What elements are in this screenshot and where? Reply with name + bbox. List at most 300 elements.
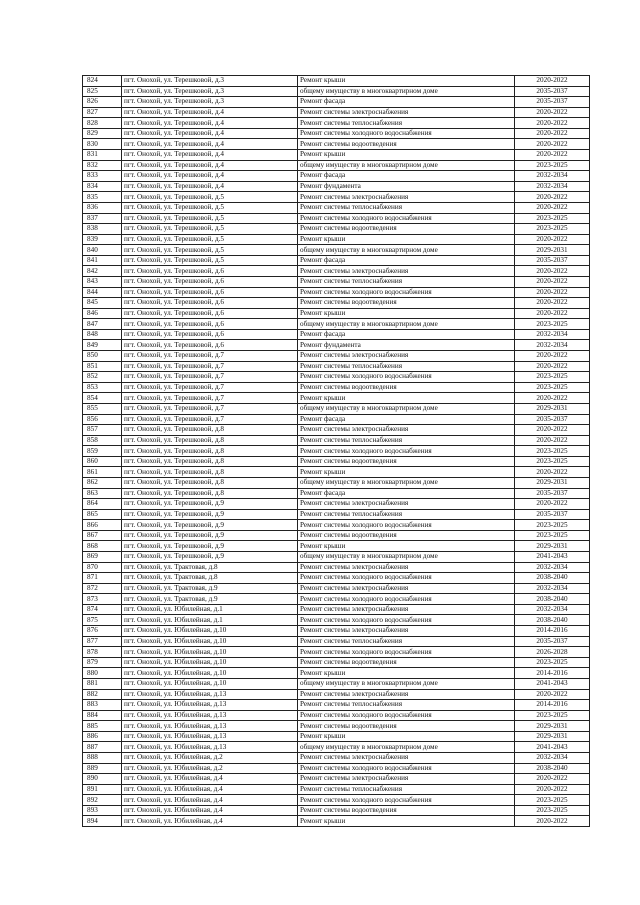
address-cell: пгт. Онохой, ул. Терешковой, д.7 (122, 403, 298, 414)
period-cell: 2014-2016 (515, 626, 590, 637)
work-type-cell: Ремонт системы теплоснабжения (298, 636, 515, 647)
row-number: 884 (83, 710, 122, 721)
address-cell: пгт. Онохой, ул. Терешковой, д.8 (122, 488, 298, 499)
table-row (83, 763, 590, 774)
row-number: 842 (83, 266, 122, 277)
address-cell: пгт. Онохой, ул. Терешковой, д.4 (122, 181, 298, 192)
period-cell: 2023-2025 (515, 657, 590, 668)
table-row (83, 224, 590, 235)
work-type-cell: Ремонт системы холодного водоснабжения (298, 710, 515, 721)
work-type-cell: Ремонт системы холодного водоснабжения (298, 520, 515, 531)
address-cell: пгт. Онохой, ул. Терешковой, д.6 (122, 329, 298, 340)
period-cell: 2020-2022 (515, 128, 590, 139)
address-cell: пгт. Онохой, ул. Юбилейная, д.2 (122, 753, 298, 764)
work-type-cell: Ремонт фундамента (298, 340, 515, 351)
table-row (83, 467, 590, 478)
period-cell: 2020-2022 (515, 276, 590, 287)
period-cell: 2020-2022 (515, 816, 590, 827)
row-number: 860 (83, 456, 122, 467)
table-row (83, 181, 590, 192)
table-row (83, 795, 590, 806)
row-number: 893 (83, 805, 122, 816)
work-type-cell: Ремонт системы холодного водоснабжения (298, 372, 515, 383)
row-number: 886 (83, 731, 122, 742)
table-row (83, 562, 590, 573)
table-row (83, 647, 590, 658)
address-cell: пгт. Онохой, ул. Юбилейная, д.4 (122, 795, 298, 806)
table-row (83, 139, 590, 150)
table-row (83, 435, 590, 446)
address-cell: пгт. Онохой, ул. Терешковой, д.4 (122, 171, 298, 182)
address-cell: пгт. Онохой, ул. Терешковой, д.3 (122, 76, 298, 87)
work-type-cell: общему имуществу в многоквартирном доме (298, 742, 515, 753)
work-type-cell: Ремонт системы теплоснабжения (298, 361, 515, 372)
address-cell: пгт. Онохой, ул. Терешковой, д.5 (122, 245, 298, 256)
period-cell: 2020-2022 (515, 784, 590, 795)
period-cell: 2029-2031 (515, 245, 590, 256)
table-row (83, 76, 590, 87)
work-type-cell: общему имуществу в многоквартирном доме (298, 477, 515, 488)
period-cell: 2020-2022 (515, 298, 590, 309)
work-type-cell: Ремонт системы электроснабжения (298, 626, 515, 637)
address-cell: пгт. Онохой, ул. Юбилейная, д.10 (122, 678, 298, 689)
work-type-cell: Ремонт системы холодного водоснабжения (298, 446, 515, 457)
table-row (83, 255, 590, 266)
row-number: 833 (83, 171, 122, 182)
period-cell: 2041-2043 (515, 678, 590, 689)
table-row (83, 700, 590, 711)
period-cell: 2020-2022 (515, 774, 590, 785)
address-cell: пгт. Онохой, ул. Терешковой, д.7 (122, 351, 298, 362)
row-number: 887 (83, 742, 122, 753)
row-number: 862 (83, 477, 122, 488)
address-cell: пгт. Онохой, ул. Юбилейная, д.13 (122, 721, 298, 732)
period-cell: 2026-2028 (515, 647, 590, 658)
work-type-cell: Ремонт системы электроснабжения (298, 425, 515, 436)
document-page (82, 75, 567, 827)
work-type-cell: Ремонт системы холодного водоснабжения (298, 647, 515, 658)
table-row (83, 594, 590, 605)
period-cell: 2035-2037 (515, 255, 590, 266)
work-type-cell: общему имуществу в многоквартирном доме (298, 552, 515, 563)
period-cell: 2023-2025 (515, 319, 590, 330)
row-number: 891 (83, 784, 122, 795)
table-row (83, 351, 590, 362)
work-type-cell: Ремонт системы водоотведения (298, 721, 515, 732)
row-number: 832 (83, 160, 122, 171)
work-type-cell: Ремонт системы водоотведения (298, 298, 515, 309)
row-number: 845 (83, 298, 122, 309)
period-cell: 2035-2037 (515, 488, 590, 499)
address-cell: пгт. Онохой, ул. Терешковой, д.8 (122, 435, 298, 446)
table-row (83, 657, 590, 668)
address-cell: пгт. Онохой, ул. Терешковой, д.8 (122, 425, 298, 436)
row-number: 843 (83, 276, 122, 287)
row-number: 858 (83, 435, 122, 446)
row-number: 882 (83, 689, 122, 700)
period-cell: 2014-2016 (515, 700, 590, 711)
address-cell: пгт. Онохой, ул. Терешковой, д.3 (122, 97, 298, 108)
work-type-cell: общему имуществу в многоквартирном доме (298, 678, 515, 689)
address-cell: пгт. Онохой, ул. Терешковой, д.9 (122, 499, 298, 510)
period-cell: 2020-2022 (515, 150, 590, 161)
address-cell: пгт. Онохой, ул. Терешковой, д.8 (122, 446, 298, 457)
table-row (83, 86, 590, 97)
table-body (83, 76, 590, 827)
table-row (83, 805, 590, 816)
row-number: 841 (83, 255, 122, 266)
table-row (83, 287, 590, 298)
row-number: 839 (83, 234, 122, 245)
work-type-cell: Ремонт фасада (298, 255, 515, 266)
period-cell: 2020-2022 (515, 266, 590, 277)
row-number: 881 (83, 678, 122, 689)
table-row (83, 552, 590, 563)
period-cell: 2032-2034 (515, 181, 590, 192)
period-cell: 2029-2031 (515, 477, 590, 488)
address-cell: пгт. Онохой, ул. Юбилейная, д.13 (122, 742, 298, 753)
work-type-cell: Ремонт системы электроснабжения (298, 753, 515, 764)
work-type-cell: Ремонт системы теплоснабжения (298, 784, 515, 795)
period-cell: 2020-2022 (515, 234, 590, 245)
table-row (83, 372, 590, 383)
period-cell: 2020-2022 (515, 361, 590, 372)
address-cell: пгт. Онохой, ул. Терешковой, д.5 (122, 224, 298, 235)
address-cell: пгт. Онохой, ул. Терешковой, д.9 (122, 509, 298, 520)
address-cell: пгт. Онохой, ул. Терешковой, д.4 (122, 160, 298, 171)
address-cell: пгт. Онохой, ул. Терешковой, д.6 (122, 287, 298, 298)
address-cell: пгт. Онохой, ул. Юбилейная, д.10 (122, 668, 298, 679)
period-cell: 2020-2022 (515, 202, 590, 213)
row-number: 826 (83, 97, 122, 108)
address-cell: пгт. Онохой, ул. Терешковой, д.4 (122, 150, 298, 161)
work-type-cell: Ремонт крыши (298, 234, 515, 245)
address-cell: пгт. Онохой, ул. Трактовая, д.9 (122, 583, 298, 594)
row-number: 824 (83, 76, 122, 87)
table-row (83, 403, 590, 414)
row-number: 847 (83, 319, 122, 330)
work-type-cell: Ремонт системы водоотведения (298, 224, 515, 235)
row-number: 865 (83, 509, 122, 520)
address-cell: пгт. Онохой, ул. Терешковой, д.4 (122, 118, 298, 129)
row-number: 857 (83, 425, 122, 436)
work-type-cell: Ремонт системы холодного водоснабжения (298, 573, 515, 584)
address-cell: пгт. Онохой, ул. Юбилейная, д.1 (122, 615, 298, 626)
row-number: 855 (83, 403, 122, 414)
row-number: 877 (83, 636, 122, 647)
work-type-cell: Ремонт фасада (298, 414, 515, 425)
period-cell: 2038-2040 (515, 615, 590, 626)
work-type-cell: Ремонт системы холодного водоснабжения (298, 128, 515, 139)
row-number: 837 (83, 213, 122, 224)
row-number: 878 (83, 647, 122, 658)
row-number: 871 (83, 573, 122, 584)
row-number: 825 (83, 86, 122, 97)
work-type-cell: Ремонт системы электроснабжения (298, 192, 515, 203)
table-row (83, 150, 590, 161)
work-type-cell: Ремонт системы теплоснабжения (298, 202, 515, 213)
work-type-cell: Ремонт системы водоотведения (298, 805, 515, 816)
table-row (83, 678, 590, 689)
address-cell: пгт. Онохой, ул. Терешковой, д.8 (122, 456, 298, 467)
work-type-cell: Ремонт крыши (298, 541, 515, 552)
period-cell: 2035-2037 (515, 414, 590, 425)
table-row (83, 488, 590, 499)
address-cell: пгт. Онохой, ул. Терешковой, д.9 (122, 552, 298, 563)
work-type-cell: общему имуществу в многоквартирном доме (298, 403, 515, 414)
table-row (83, 753, 590, 764)
address-cell: пгт. Онохой, ул. Терешковой, д.9 (122, 530, 298, 541)
table-row (83, 774, 590, 785)
row-number: 856 (83, 414, 122, 425)
work-type-cell: Ремонт системы теплоснабжения (298, 276, 515, 287)
period-cell: 2020-2022 (515, 287, 590, 298)
row-number: 889 (83, 763, 122, 774)
address-cell: пгт. Онохой, ул. Терешковой, д.4 (122, 139, 298, 150)
period-cell: 2038-2040 (515, 763, 590, 774)
table-row (83, 329, 590, 340)
address-cell: пгт. Онохой, ул. Юбилейная, д.13 (122, 700, 298, 711)
table-row (83, 202, 590, 213)
work-type-cell: Ремонт крыши (298, 308, 515, 319)
table-row (83, 710, 590, 721)
row-number: 868 (83, 541, 122, 552)
period-cell: 2023-2025 (515, 160, 590, 171)
address-cell: пгт. Онохой, ул. Трактовая, д.8 (122, 573, 298, 584)
period-cell: 2020-2022 (515, 467, 590, 478)
table-row (83, 192, 590, 203)
work-type-cell: Ремонт системы электроснабжения (298, 562, 515, 573)
address-cell: пгт. Онохой, ул. Юбилейная, д.10 (122, 626, 298, 637)
work-type-cell: общему имуществу в многоквартирном доме (298, 245, 515, 256)
period-cell: 2032-2034 (515, 329, 590, 340)
work-type-cell: Ремонт фасада (298, 329, 515, 340)
period-cell: 2023-2025 (515, 795, 590, 806)
row-number: 846 (83, 308, 122, 319)
work-type-cell: Ремонт системы холодного водоснабжения (298, 795, 515, 806)
row-number: 864 (83, 499, 122, 510)
work-type-cell: Ремонт крыши (298, 150, 515, 161)
address-cell: пгт. Онохой, ул. Терешковой, д.5 (122, 213, 298, 224)
row-number: 861 (83, 467, 122, 478)
period-cell: 2038-2040 (515, 594, 590, 605)
period-cell: 2020-2022 (515, 118, 590, 129)
table-row (83, 509, 590, 520)
table-row (83, 393, 590, 404)
address-cell: пгт. Онохой, ул. Терешковой, д.3 (122, 86, 298, 97)
row-number: 866 (83, 520, 122, 531)
row-number: 835 (83, 192, 122, 203)
row-number: 829 (83, 128, 122, 139)
table-row (83, 213, 590, 224)
table-row (83, 530, 590, 541)
table-row (83, 477, 590, 488)
address-cell: пгт. Онохой, ул. Терешковой, д.5 (122, 202, 298, 213)
period-cell: 2032-2034 (515, 604, 590, 615)
row-number: 853 (83, 382, 122, 393)
work-type-cell: общему имуществу в многоквартирном доме (298, 86, 515, 97)
table-row (83, 171, 590, 182)
address-cell: пгт. Онохой, ул. Юбилейная, д.4 (122, 816, 298, 827)
period-cell: 2020-2022 (515, 393, 590, 404)
table-row (83, 298, 590, 309)
work-type-cell: Ремонт фасада (298, 97, 515, 108)
table-row (83, 414, 590, 425)
address-cell: пгт. Онохой, ул. Юбилейная, д.13 (122, 710, 298, 721)
table-row (83, 583, 590, 594)
work-type-cell: Ремонт фасада (298, 488, 515, 499)
address-cell: пгт. Онохой, ул. Терешковой, д.6 (122, 308, 298, 319)
table-row (83, 234, 590, 245)
address-cell: пгт. Онохой, ул. Терешковой, д.5 (122, 192, 298, 203)
row-number: 883 (83, 700, 122, 711)
period-cell: 2023-2025 (515, 224, 590, 235)
row-number: 867 (83, 530, 122, 541)
work-type-cell: Ремонт системы водоотведения (298, 456, 515, 467)
row-number: 869 (83, 552, 122, 563)
address-cell: пгт. Онохой, ул. Юбилейная, д.4 (122, 784, 298, 795)
period-cell: 2035-2037 (515, 509, 590, 520)
address-cell: пгт. Онохой, ул. Терешковой, д.6 (122, 276, 298, 287)
table-row (83, 626, 590, 637)
work-type-cell: Ремонт крыши (298, 76, 515, 87)
table-row (83, 604, 590, 615)
table-row (83, 382, 590, 393)
address-cell: пгт. Онохой, ул. Терешковой, д.9 (122, 520, 298, 531)
row-number: 870 (83, 562, 122, 573)
address-cell: пгт. Онохой, ул. Терешковой, д.7 (122, 393, 298, 404)
period-cell: 2023-2025 (515, 520, 590, 531)
period-cell: 2020-2022 (515, 351, 590, 362)
work-type-cell: Ремонт системы электроснабжения (298, 604, 515, 615)
work-type-cell: Ремонт крыши (298, 668, 515, 679)
address-cell: пгт. Онохой, ул. Юбилейная, д.4 (122, 805, 298, 816)
table-row (83, 541, 590, 552)
row-number: 872 (83, 583, 122, 594)
period-cell: 2020-2022 (515, 689, 590, 700)
work-type-cell: Ремонт фасада (298, 171, 515, 182)
table-row (83, 276, 590, 287)
work-type-cell: Ремонт системы теплоснабжения (298, 435, 515, 446)
table-row (83, 499, 590, 510)
table-row (83, 107, 590, 118)
work-type-cell: Ремонт крыши (298, 467, 515, 478)
table-row (83, 816, 590, 827)
work-type-cell: Ремонт системы электроснабжения (298, 499, 515, 510)
row-number: 848 (83, 329, 122, 340)
work-type-cell: Ремонт системы холодного водоснабжения (298, 615, 515, 626)
table-row (83, 668, 590, 679)
period-cell: 2023-2025 (515, 446, 590, 457)
work-type-cell: Ремонт системы водоотведения (298, 657, 515, 668)
address-cell: пгт. Онохой, ул. Терешковой, д.7 (122, 361, 298, 372)
table-row (83, 340, 590, 351)
period-cell: 2029-2031 (515, 731, 590, 742)
row-number: 844 (83, 287, 122, 298)
work-type-cell: Ремонт системы холодного водоснабжения (298, 213, 515, 224)
address-cell: пгт. Онохой, ул. Юбилейная, д.10 (122, 647, 298, 658)
address-cell: пгт. Онохой, ул. Трактовая, д.9 (122, 594, 298, 605)
row-number: 852 (83, 372, 122, 383)
address-cell: пгт. Онохой, ул. Терешковой, д.6 (122, 266, 298, 277)
address-cell: пгт. Онохой, ул. Терешковой, д.6 (122, 298, 298, 309)
table-row (83, 731, 590, 742)
row-number: 827 (83, 107, 122, 118)
period-cell: 2035-2037 (515, 636, 590, 647)
table-row (83, 615, 590, 626)
row-number: 873 (83, 594, 122, 605)
work-type-cell: Ремонт системы теплоснабжения (298, 509, 515, 520)
period-cell: 2032-2034 (515, 753, 590, 764)
table-row (83, 160, 590, 171)
address-cell: пгт. Онохой, ул. Юбилейная, д.1 (122, 604, 298, 615)
period-cell: 2023-2025 (515, 710, 590, 721)
work-type-cell: Ремонт системы теплоснабжения (298, 700, 515, 711)
table-row (83, 446, 590, 457)
work-type-cell: Ремонт системы электроснабжения (298, 583, 515, 594)
row-number: 863 (83, 488, 122, 499)
row-number: 830 (83, 139, 122, 150)
table-row (83, 319, 590, 330)
row-number: 879 (83, 657, 122, 668)
row-number: 874 (83, 604, 122, 615)
period-cell: 2029-2031 (515, 541, 590, 552)
work-type-cell: Ремонт крыши (298, 816, 515, 827)
work-type-cell: Ремонт системы электроснабжения (298, 266, 515, 277)
table-row (83, 784, 590, 795)
row-number: 875 (83, 615, 122, 626)
work-type-cell: общему имуществу в многоквартирном доме (298, 160, 515, 171)
period-cell: 2023-2025 (515, 805, 590, 816)
table-row (83, 245, 590, 256)
row-number: 834 (83, 181, 122, 192)
work-type-cell: Ремонт системы водоотведения (298, 139, 515, 150)
work-type-cell: Ремонт системы холодного водоснабжения (298, 594, 515, 605)
row-number: 880 (83, 668, 122, 679)
period-cell: 2035-2037 (515, 86, 590, 97)
period-cell: 2032-2034 (515, 340, 590, 351)
address-cell: пгт. Онохой, ул. Терешковой, д.5 (122, 234, 298, 245)
work-type-cell: Ремонт системы электроснабжения (298, 689, 515, 700)
period-cell: 2020-2022 (515, 499, 590, 510)
work-type-cell: Ремонт системы водоотведения (298, 382, 515, 393)
address-cell: пгт. Онохой, ул. Терешковой, д.7 (122, 414, 298, 425)
period-cell: 2023-2025 (515, 213, 590, 224)
table-row (83, 689, 590, 700)
work-type-cell: Ремонт системы водоотведения (298, 530, 515, 541)
period-cell: 2023-2025 (515, 530, 590, 541)
address-cell: пгт. Онохой, ул. Терешковой, д.4 (122, 107, 298, 118)
row-number: 851 (83, 361, 122, 372)
period-cell: 2014-2016 (515, 668, 590, 679)
address-cell: пгт. Онохой, ул. Терешковой, д.8 (122, 467, 298, 478)
period-cell: 2023-2025 (515, 382, 590, 393)
period-cell: 2020-2022 (515, 139, 590, 150)
row-number: 876 (83, 626, 122, 637)
period-cell: 2029-2031 (515, 403, 590, 414)
table-row (83, 308, 590, 319)
table-row (83, 97, 590, 108)
row-number: 850 (83, 351, 122, 362)
row-number: 859 (83, 446, 122, 457)
work-type-cell: Ремонт крыши (298, 393, 515, 404)
address-cell: пгт. Онохой, ул. Юбилейная, д.13 (122, 689, 298, 700)
period-cell: 2029-2031 (515, 721, 590, 732)
period-cell: 2020-2022 (515, 76, 590, 87)
table-row (83, 425, 590, 436)
address-cell: пгт. Онохой, ул. Терешковой, д.5 (122, 255, 298, 266)
table-row (83, 118, 590, 129)
